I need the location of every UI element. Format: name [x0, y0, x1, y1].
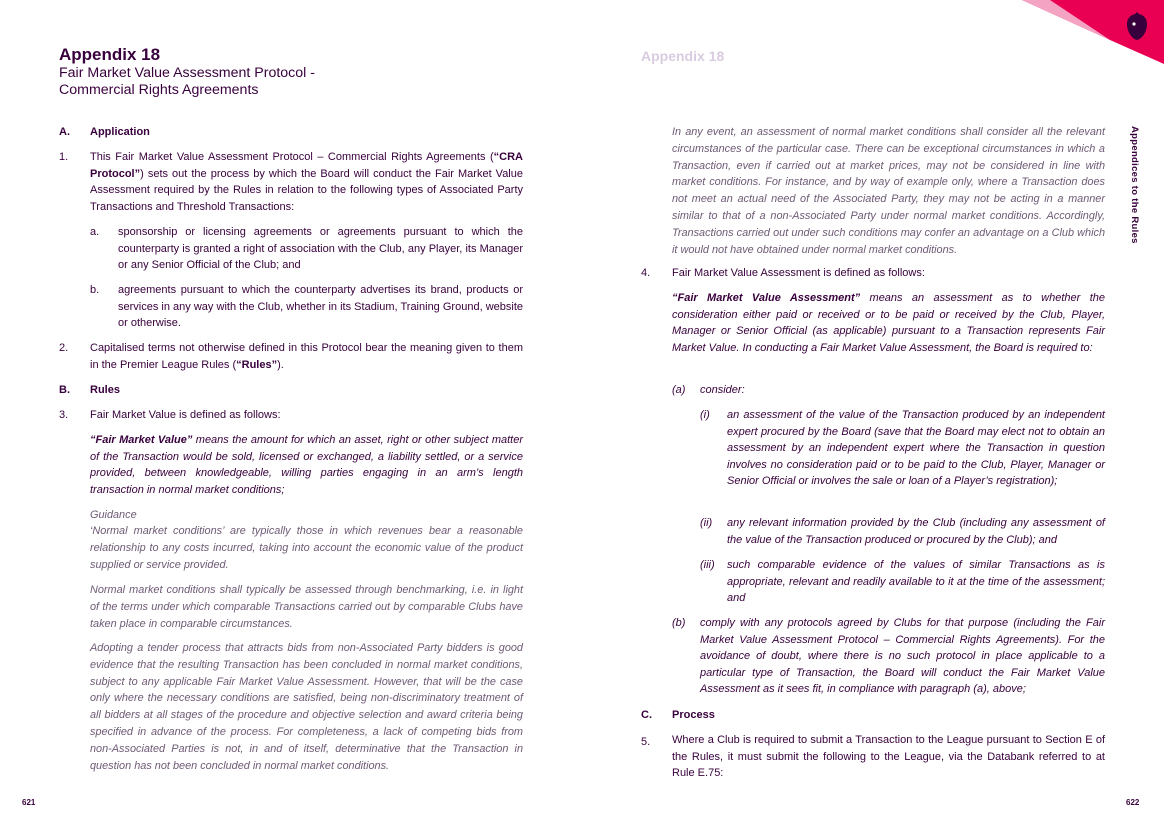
fmv-definition [90, 432, 523, 498]
sub-a-text: consider: [700, 384, 745, 396]
section-a-heading: Application [90, 126, 150, 138]
para-3-number: 3. [59, 409, 69, 421]
section-b-heading: Rules [90, 384, 120, 396]
para-1-text-b: ) sets out the process by which the Board will conduct the Fair Market Value Assessment required by the Rules in relation to the following types of Associated Party Transactions and Threshold Transactions: [90, 167, 523, 213]
para-2-number: 2. [59, 342, 69, 354]
rules-term: “Rules” [236, 358, 278, 371]
guidance-para-1: ‘Normal market conditions’ are typically those in which revenues bear a reasonable relationship to any costs incurred, taking into account the economic value of the product supplied or service provided. [90, 525, 523, 571]
para-1-number: 1. [59, 151, 69, 163]
sub-i-text: an assessment of the value of the Transaction produced by an independent expert procured by the Board (save that the Board may elect not to obtain an assessment by an independent expert where the Transaction in question involves no consideration paid or to be paid to the Club, Player, Manager or Senior Official or involves the sale or loan of a Player’s registration); [727, 409, 1105, 488]
section-b-letter: B. [59, 384, 70, 396]
section-c-heading: Process [672, 709, 715, 721]
sub-ii-text: any relevant information provided by the Club (including any assessment of the value of the Transaction produced or procured by the Club); and [727, 517, 1105, 546]
para-4: Fair Market Value Assessment is defined as follows: [672, 267, 925, 279]
para-1-text-a: This Fair Market Value Assessment Protocol – Commercial Rights Agreements ( [90, 151, 494, 163]
guidance-continued: In any event, an assessment of normal market conditions shall consider all the relevant circumstances of the particular case. There can be exceptional circumstances in which a Transaction, even if carried out at market prices, may not be considered in line with market conditions. For instance, and by way of example only, where a Transaction does not meet an actual need of the Associated Party, they may not be acting in a manner similar to that of a non-Associated Party under normal market conditions. Accordingly, Transactions carried out under such conditions may confer an advantage on a Club which it would not have obtained under normal market conditions. [672, 126, 1105, 256]
fmv-definition-text: means the amount for which an asset, right or other subject matter of the Transaction would be sold, licensed or exchanged, a liability settled, or a service provided, between knowledgeable, willing parties engaging in an arm’s length transaction in normal market conditions; [90, 434, 523, 496]
fmva-term: “Fair Market Value Assessment” [672, 292, 861, 304]
para-2 [90, 340, 523, 373]
sub-b-label: (b) [672, 617, 686, 629]
section-a-letter: A. [59, 126, 70, 138]
lion-crest-icon [1124, 12, 1150, 42]
sub-iii-label: (iii) [700, 559, 715, 571]
para-5-number: 5. [641, 736, 651, 748]
page-subtitle-line1: Fair Market Value Assessment Protocol - [59, 65, 315, 81]
cra-protocol-term: “CRA Protocol” [90, 151, 523, 180]
item-b-text: agreements pursuant to which the counterparty advertises its brand, products or services in any way with the Club, whether in its Stadium, Training Ground, website or otherwise. [118, 284, 523, 330]
page-title: Appendix 18 [59, 45, 161, 64]
sub-ii-label: (ii) [700, 517, 713, 529]
item-a-label: a. [90, 226, 100, 238]
para-5: Where a Club is required to submit a Transaction to the League pursuant to Section E of the Rules, it must submit the following to the League, via the Databank referred to at Rule E.75: [672, 734, 1105, 780]
fmva-definition [672, 290, 1105, 356]
page-number-left: 621 [22, 798, 36, 807]
sub-b-text: comply with any protocols agreed by Clubs for that purpose (including the Fair Market Value Assessment Protocol – Commercial Rights Agreements). For the avoidance of doubt, where there is no such protocol in place applicable to a particular type of Transaction, the Board will conduct the Fair Market Value Assessment as it sees fit, in compliance with paragraph (a), above; [700, 617, 1105, 696]
side-label: Appendices to the Rules [1129, 126, 1140, 244]
para-4-number: 4. [641, 267, 651, 279]
para-3: Fair Market Value is defined as follows: [90, 409, 281, 421]
guidance-heading: Guidance [90, 509, 137, 521]
section-c-letter: C. [641, 709, 652, 721]
page-subtitle-line2: Commercial Rights Agreements [59, 82, 259, 98]
fmva-definition-text: means an assessment as to whether the consideration either paid or received or to be paid or received by the Club, Player, Manager or Senior Official (as applicable) pursuant to a Transaction represents Fair Market Value. In conducting a Fair Market Value Assessment, the Board is required to: [672, 292, 1105, 354]
fmv-term: “Fair Market Value” [90, 434, 193, 446]
sub-iii-text: such comparable evidence of the values of similar Transactions as is appropriate, relevant and readily available to it at the time of the assessment; and [727, 559, 1105, 605]
para-2-text-a: Capitalised terms not otherwise defined in this Protocol bear the meaning given to them in the Premier League Rules ( [90, 342, 523, 371]
para-2-text-b: ). [277, 358, 284, 371]
para-1 [90, 149, 523, 215]
sub-i-label: (i) [700, 409, 710, 421]
ghost-title: Appendix 18 [641, 48, 725, 64]
item-a-text: sponsorship or licensing agreements or agreements pursuant to which the counterparty is granted a right of association with the Club, any Player, its Manager or any Senior Official of the Club; and [118, 226, 523, 272]
item-b-label: b. [90, 284, 100, 296]
guidance-para-3: Adopting a tender process that attracts bids from non-Associated Party bidders is good evidence that the resulting Transaction has been concluded in normal market conditions, subject to any applicable Fair Market Value Assessment. However, that will be the case only where the necessary conditions are satisfied, being non-discriminatory treatment of all bidders at all stages of the procedure and objective selection and award criteria being specified in advance of the process. For completeness, a lack of competing bids from non-Associated Parties is not, in and of itself, determinative that the Transaction in question has not been concluded in normal market conditions. [90, 642, 523, 772]
page-number-right: 622 [1126, 798, 1140, 807]
guidance-para-2: Normal market conditions shall typically be assessed through benchmarking, i.e. in light of the terms under which comparable Transactions carried out by comparable Clubs have taken place in comparable circumstances. [90, 584, 523, 630]
sub-a-label: (a) [672, 384, 686, 396]
